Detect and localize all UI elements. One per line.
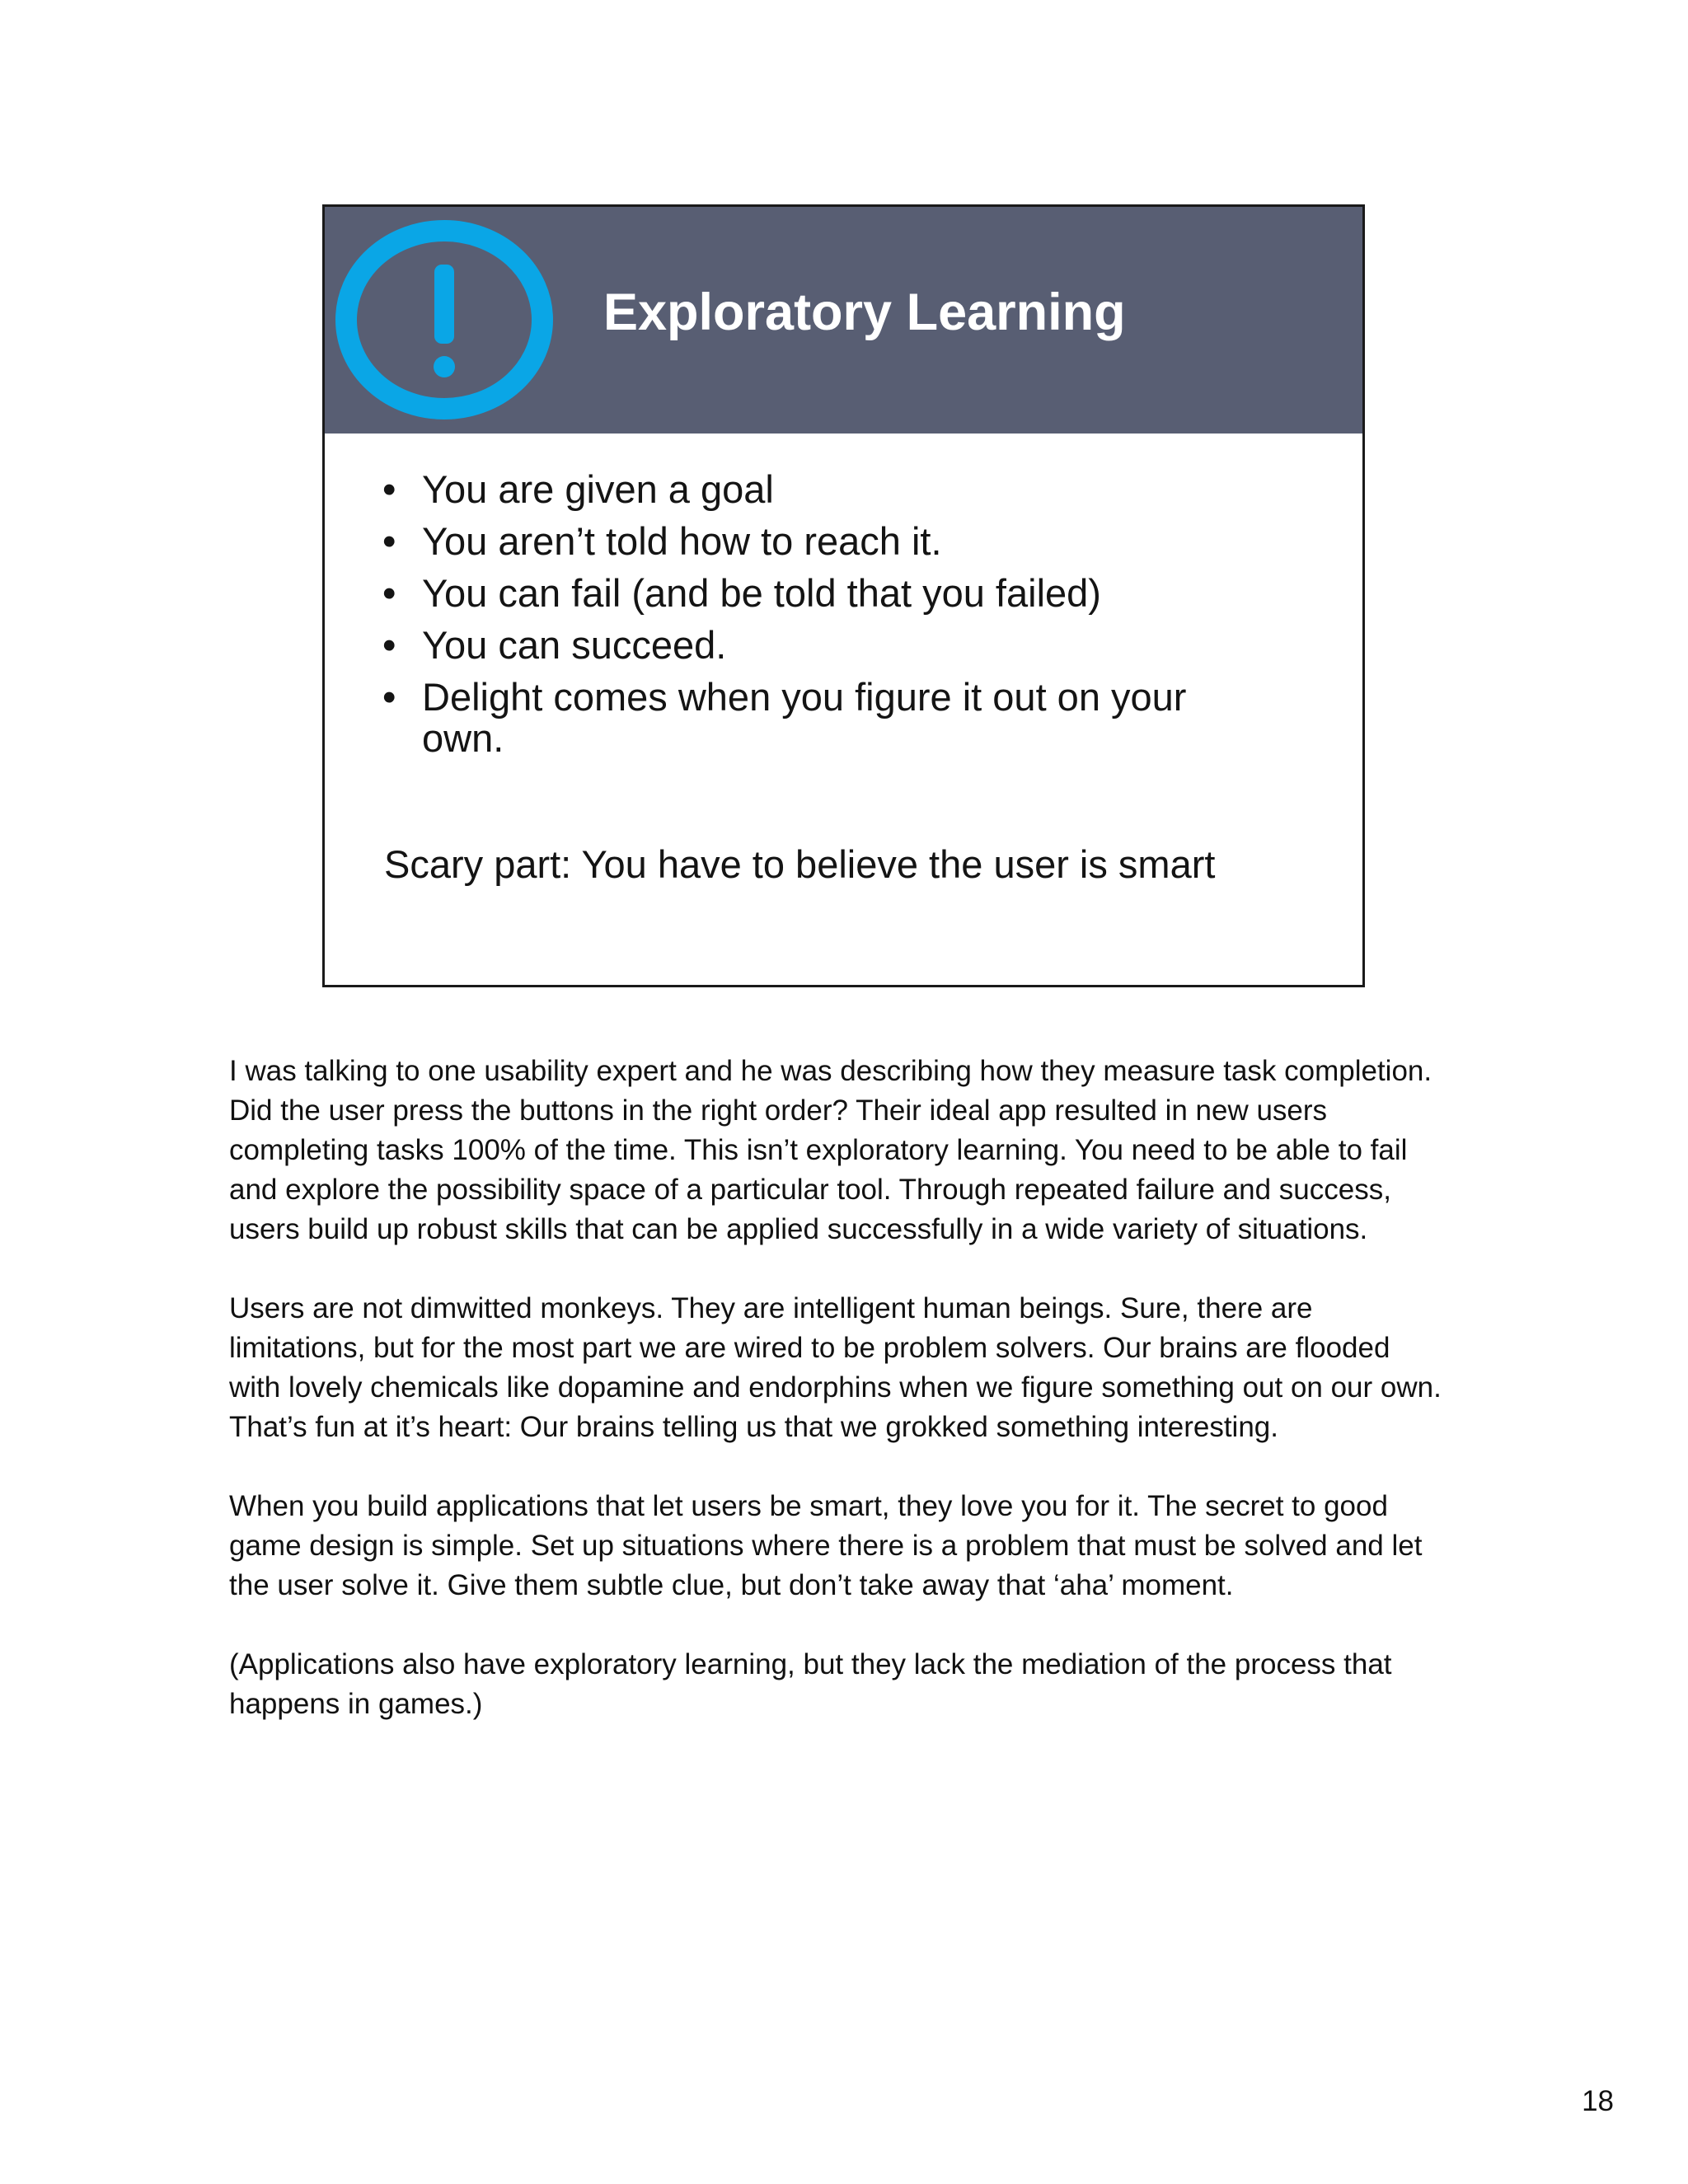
notes-paragraph: I was talking to one usability expert and he was describing how they measure task completion. Did the user press the buttons in the right order? Their ideal app resulted in new users completing tasks 100% of the time. This isn’t exploratory learning. You need to be able to fail and explore the possibility space of a particular tool. Through repeated failure and success, users build up robust skills that can be applied successfully in a wide variety of situations. xyxy=(229,1055,1432,1245)
slide-title: Exploratory Learning xyxy=(603,284,1126,341)
bullet-text: You are given a goal xyxy=(422,467,774,511)
speaker-notes xyxy=(229,1052,1449,1764)
bullet-item xyxy=(382,521,1330,562)
notes-paragraph: Users are not dimwitted monkeys. They are intelligent human beings. Sure, there are limitations, but for the most part we are wired to be problem solvers. Our brains are flooded with lovely chemicals like dopamine and endorphins when we figure something out on our own. That’s fun at it’s heart: Our brains telling us that we grokked something interesting. xyxy=(229,1292,1442,1443)
bullet-list xyxy=(382,469,1330,770)
bullet-marker: • xyxy=(382,571,396,615)
bullet-text: You aren’t told how to reach it. xyxy=(422,519,942,563)
bullet-marker: • xyxy=(382,519,396,563)
page-number: 18 xyxy=(1582,2085,1614,2117)
slide-header xyxy=(325,207,1362,434)
slide-image xyxy=(322,204,1365,987)
bullet-text: Delight comes when you figure it out on your own. xyxy=(422,675,1187,760)
bullet-item xyxy=(382,469,1330,510)
bullet-text: You can succeed. xyxy=(422,623,727,667)
exclamation-circle-icon xyxy=(335,217,554,423)
notes-paragraph: (Applications also have exploratory learning, but they lack the mediation of the process that happens in games.) xyxy=(229,1648,1392,1720)
bullet-marker: • xyxy=(382,675,396,719)
bullet-marker: • xyxy=(382,467,396,511)
slide-footer-text: Scary part: You have to believe the user is smart xyxy=(384,842,1216,886)
bullet-item xyxy=(382,573,1330,614)
bullet-item xyxy=(382,625,1330,666)
bullet-marker: • xyxy=(382,623,396,667)
bullet-item xyxy=(382,677,1330,759)
notes-paragraph: When you build applications that let users be smart, they love you for it. The secret to good game design is simple. Set up situations where there is a problem that must be solved and let the user solve it. Give them subtle clue, but don’t take away that ‘aha’ moment. xyxy=(229,1490,1423,1601)
bullet-text: You can fail (and be told that you failed) xyxy=(422,571,1101,615)
